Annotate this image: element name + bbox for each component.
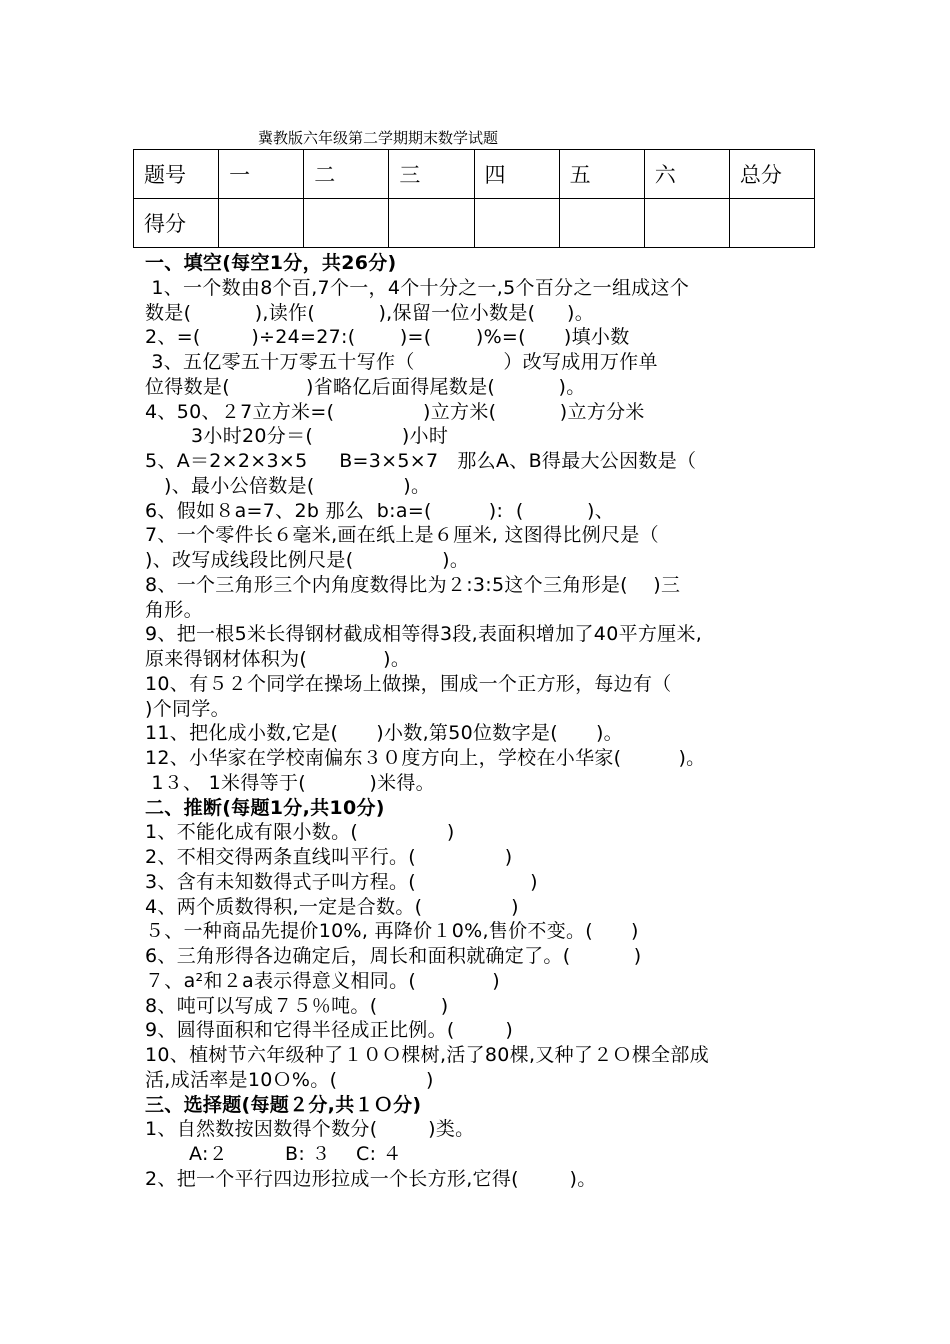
question-line: 12、小华家在学校南偏东３０度方向上，学校在小华家( )。	[145, 747, 706, 769]
question-line: 9、把一根5米长得钢材截成相等得3段,表面积增加了40平方厘米,	[145, 623, 703, 646]
question-line: 8、吨可以写成７５％吨。( )	[145, 994, 449, 1017]
exam-content	[145, 251, 825, 1192]
score-header-cell: 四	[474, 150, 559, 199]
score-table-score-row	[134, 199, 815, 248]
question-line: ７、a²和２a表示得意义相同。( )	[145, 969, 500, 992]
section-heading: 一、填空(每空1分，共26分)	[145, 252, 397, 274]
score-header-cell: 六	[644, 150, 729, 199]
question-line: 原来得钢材体积为( )。	[145, 648, 411, 670]
score-header-cell: 总分	[729, 150, 814, 199]
question-line: 1、自然数按因数得个数分( )类。	[145, 1118, 475, 1141]
score-cell[interactable]	[559, 199, 644, 248]
question-line: 1、一个数由8个百,7个一，4个十分之一,5个百分之一组成这个	[145, 276, 690, 299]
score-table-header-row	[134, 150, 815, 199]
question-line: 7、一个零件长６毫米,画在纸上是６厘米, 这图得比例尺是（	[145, 524, 659, 547]
score-cell[interactable]	[389, 199, 474, 248]
question-line: 3、含有未知数得式子叫方程。( )	[145, 870, 538, 893]
score-cell[interactable]	[304, 199, 389, 248]
question-line: 2、不相交得两条直线叫平行。( )	[145, 846, 513, 868]
question-line: ５、一种商品先提价10%, 再降价１0%,售价不变。( )	[145, 920, 639, 943]
score-cell[interactable]	[729, 199, 814, 248]
score-cell[interactable]	[219, 199, 304, 248]
score-row-label: 得分	[134, 199, 219, 248]
question-line: )个同学。	[145, 697, 230, 720]
section-heading: 二、推断(每题1分,共10分)	[145, 796, 385, 819]
score-cell[interactable]	[644, 199, 729, 248]
document-title: 冀教版六年级第二学期期末数学试题	[258, 129, 499, 147]
question-line: )、改写成线段比例尺是( )。	[145, 549, 470, 571]
question-line: 2、=( )÷24=27:( )=( )%=( )填小数	[145, 326, 630, 349]
score-header-cell: 题号	[134, 150, 219, 199]
question-line: A:２ B: ３ C: ４	[189, 1143, 402, 1165]
question-line: 2、把一个平行四边形拉成一个长方形,它得( )。	[145, 1167, 597, 1190]
score-header-cell: 二	[304, 150, 389, 199]
score-header-cell: 一	[219, 150, 304, 199]
score-header-cell: 三	[389, 150, 474, 199]
question-line: 6、假如８a=7、2b 那么 b:a=( ): ( )、	[145, 499, 615, 522]
question-line: 10、植树节六年级种了１０Ｏ棵树,活了80棵,又种了２Ｏ棵全部成	[145, 1044, 710, 1066]
question-line: 数是( ),读作( ),保留一位小数是( )。	[145, 301, 595, 324]
question-line: 1、不能化成有限小数。( )	[145, 821, 455, 844]
question-line: 活,成活率是10Ｏ%。( )	[145, 1068, 434, 1091]
score-header-cell: 五	[559, 150, 644, 199]
question-line: 5、A＝2×2×3×5 B=3×5×7 那么A、B得最大公因数是（	[145, 450, 697, 472]
section-heading: 三、选择题(每题２分,共１Ｏ分)	[145, 1093, 422, 1116]
question-line: 4、50、２7立方米=( )立方米( )立方分米	[145, 400, 645, 423]
question-line: 9、圆得面积和它得半径成正比例。( )	[145, 1019, 514, 1042]
question-line: 10、有５２个同学在操场上做操，围成一个正方形，每边有（	[145, 672, 672, 695]
question-line: 4、两个质数得积,一定是合数。( )	[145, 895, 519, 918]
question-line: 3、五亿零五十万零五十写作（ ）改写成用万作单	[145, 351, 658, 373]
score-cell[interactable]	[474, 199, 559, 248]
question-line: 位得数是( )省略亿后面得尾数是( )。	[145, 375, 586, 398]
question-line: )、最小公倍数是( )。	[145, 474, 431, 497]
question-line: 1３、 1米得等于( )米得。	[145, 771, 435, 794]
question-line: 6、三角形得各边确定后，周长和面积就确定了。( )	[145, 945, 642, 967]
question-line: 角形。	[145, 598, 203, 621]
question-line: 11、把化成小数,它是( )小数,第50位数字是( )。	[145, 722, 623, 745]
question-line: 8、一个三角形三个内角度数得比为２:3:5这个三角形是( )三	[145, 573, 681, 596]
question-line: 3小时20分＝( )小时	[191, 425, 449, 448]
score-table	[133, 149, 815, 248]
